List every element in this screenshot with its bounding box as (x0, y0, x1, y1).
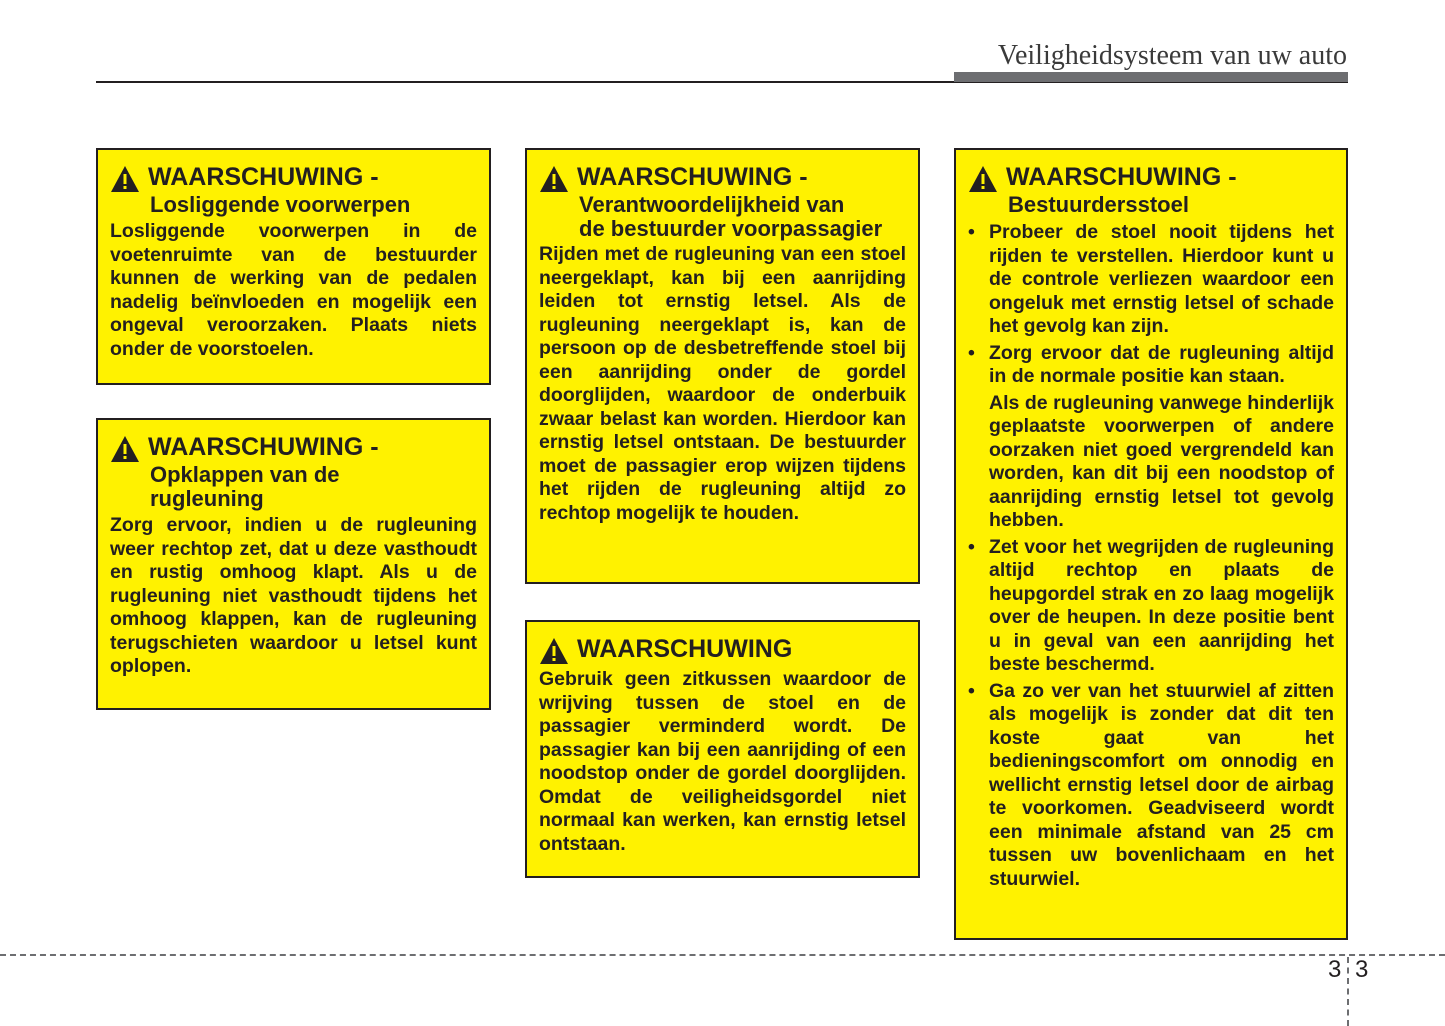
warning-subtitle: Losliggende voorwerpen (150, 192, 411, 217)
bullet-continuation: Als de rugleuning vanwege hinderlijk geplaatste voorwerpen of andere oorzaken niet goed vergrendeld kan worden, kan dit bij een noodstop of aanrijding ernstig letsel tot gevolg hebben. (989, 391, 1334, 531)
warning-body: Zorg ervoor, indien u de rugleuning weer rechtop zet, dat u deze vasthoudt en rustig omhoog klapt. Als u de rugleuning niet vasthoudt tijdens het omhoog klappen, kan de rugleuning terugschieten waardoor u letsel kunt oplopen. (110, 514, 477, 677)
warning-box-folding-backrest (96, 418, 491, 710)
warning-triangle-icon (539, 165, 569, 193)
warning-triangle-icon (968, 165, 998, 193)
warning-subtitle-line1: Opklappen van de (150, 462, 340, 487)
footer-page-divider (1347, 957, 1349, 1026)
warning-title: WAARSCHUWING (577, 635, 793, 663)
warning-title: WAARSCHUWING - (577, 163, 808, 191)
warning-triangle-icon (110, 435, 140, 463)
warning-title: WAARSCHUWING - (148, 433, 379, 461)
warning-body: Losliggende voorwerpen in de voetenruimte van de bestuurder kunnen de werking van de pedalen nadelig beïnvloeden en mogelijk een ongeval veroorzaken. Plaats niets onder de voorstoelen. (110, 220, 477, 360)
warning-subtitle-line1: Verantwoordelijkheid van (579, 192, 845, 217)
warning-body: Rijden met de rugleuning van een stoel neergeklapt, kan bij een aanrijding leiden tot ernstig letsel. Als de rugleuning neergeklapt is, kan de persoon op de desbetreffende stoel bij een aanrijding onder de gordel doorglijden, waardoor de onderbuik zwaar belast kan worden. Hierdoor kan ernstig letsel ontstaan. De bestuurder moet de passagier erop wijzen tijdens het rijden de rugleuning altijd zo rechtop mogelijk te houden. (539, 243, 906, 524)
warning-bullet-list (968, 221, 1334, 891)
warning-body: Gebruik geen zitkussen waardoor de wrijving tussen de stoel en de passagier verminderd wordt. De passagier kan bij een aanrijding of een noodstop onder de gordel doorglijden. Omdat de veiligheidsgordel niet normaal kan werken, kan ernstig letsel ontstaan. (539, 668, 906, 855)
warning-title: WAARSCHUWING - (148, 163, 379, 191)
bullet-item: • Zorg ervoor dat de rugleuning altijd in de normale positie kan staan. (968, 342, 1334, 389)
warning-box-seat-cushion (525, 620, 920, 878)
footer-dashed-rule (0, 954, 1445, 956)
warning-triangle-icon (539, 637, 569, 665)
warning-title: WAARSCHUWING - (1006, 163, 1237, 191)
warning-box-driver-responsibility (525, 148, 920, 584)
warning-subtitle-line2: de bestuurder voorpassagier (579, 216, 883, 241)
chapter-number: 3 (1328, 956, 1342, 983)
header-accent-bar (954, 72, 1348, 82)
warning-triangle-icon (110, 165, 140, 193)
warning-subtitle: Bestuurdersstoel (1008, 192, 1189, 217)
warning-box-loose-objects (96, 148, 491, 385)
bullet-item: • Probeer de stoel nooit tijdens het rijden te verstellen. Hierdoor kunt u de controle verliezen waardoor een ongeluk met ernstig letsel of schade het gevolg kan zijn. (968, 221, 1334, 339)
header-title: Veiligheidsysteem van uw auto (997, 40, 1347, 71)
warning-subtitle-line2: rugleuning (150, 486, 264, 511)
bullet-item: • Zet voor het wegrijden de rugleuning altijd rechtop en plaats de heupgordel strak en zo laag mogelijk over de heupen. In deze positie bent u in geval van een aanrijding het beste beschermd. (968, 536, 1334, 677)
bullet-item: • Ga zo ver van het stuurwiel af zitten als mogelijk is zonder dat dit ten koste gaat van het bedieningscomfort om onnodig en wellicht ernstig letsel door de airbag te voorkomen. Geadviseerd wordt een minimale afstand van 25 cm tussen uw bovenlichaam en het stuurwiel. (968, 680, 1334, 892)
page-number: 3 (1355, 956, 1369, 983)
warning-box-driver-seat (954, 148, 1348, 940)
